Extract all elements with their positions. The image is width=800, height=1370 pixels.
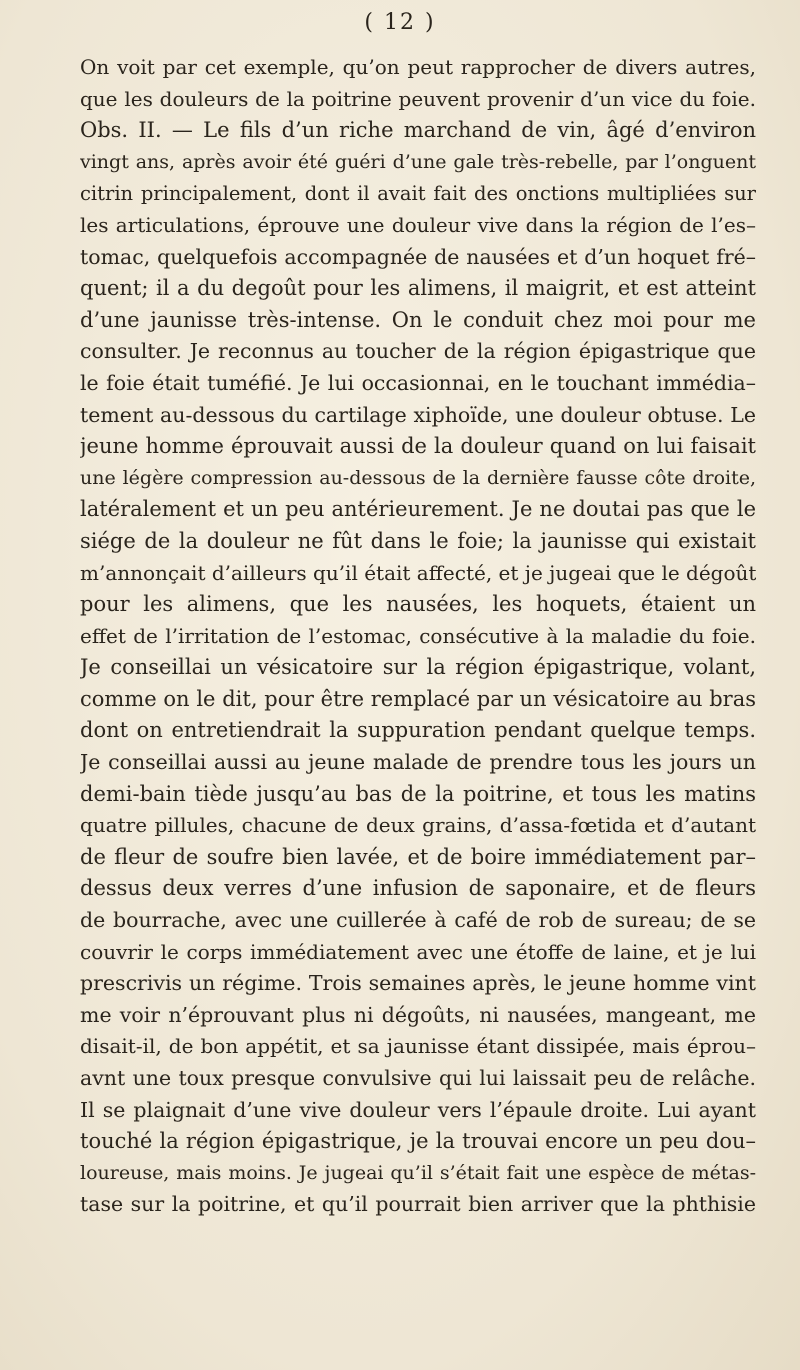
page-number: ( 12 ) bbox=[364, 10, 436, 35]
text-line: couvrir le corps immédiatement avec une étoffe de laine, et je lui bbox=[80, 939, 756, 964]
text-line: tomac, quelquefois accompagnée de nausées et d’un hoquet fré– bbox=[80, 244, 756, 269]
text-line: m’annonçait d’ailleurs qu’il était affecté, et je jugeai que le dégoût bbox=[80, 560, 756, 585]
text-line: disait-il, de bon appétit, et sa jaunisse étant dissipée, mais éprou– bbox=[80, 1034, 756, 1059]
text-line: quatre pillules, chacune de deux grains, d’assa-fœtida et d’autant bbox=[80, 813, 756, 838]
text-line: demi-bain tiède jusqu’au bas de la poitrine, et tous les matins bbox=[80, 781, 756, 806]
text-line: dessus deux verres d’une infusion de saponaire, et de fleurs bbox=[80, 876, 756, 901]
text-line: pour les alimens, que les nausées, les hoquets, étaient un bbox=[80, 592, 756, 617]
text-line: consulter. Je reconnus au toucher de la région épigastrique que bbox=[80, 339, 756, 364]
text-line: citrin principalement, dont il avait fait des onctions multipliées sur bbox=[80, 182, 756, 206]
text-line: de fleur de soufre bien lavée, et de boire immédiatement par– bbox=[80, 844, 756, 869]
text-line: tement au-dessous du cartilage xiphoïde, une douleur obtuse. Le bbox=[80, 402, 756, 427]
text-line: Il se plaignait d’une vive douleur vers l’épaule droite. Lui ayant bbox=[80, 1097, 756, 1122]
text-line: touché la région épigastrique, je la trouvai encore un peu dou– bbox=[80, 1129, 756, 1154]
text-line: On voit par cet exemple, qu’on peut rapprocher de divers autres, bbox=[80, 55, 756, 79]
text-line: me voir n’éprouvant plus ni dégoûts, ni nausées, mangeant, me bbox=[80, 1002, 756, 1027]
text-line: tase sur la poitrine, et qu’il pourrait bien arriver que la phthisie bbox=[80, 1192, 756, 1217]
text-line: siége de la douleur ne fût dans le foie; la jaunisse qui existait bbox=[80, 528, 756, 553]
text-line: d’une jaunisse très-intense. On le conduit chez moi pour me bbox=[80, 307, 756, 332]
text-line: dont on entretiendrait la suppuration pendant quelque temps. bbox=[80, 718, 756, 743]
text-line: de bourrache, avec une cuillerée à café de rob de sureau; de se bbox=[80, 908, 756, 933]
text-line: prescrivis un régime. Trois semaines après, le jeune homme vint bbox=[80, 971, 756, 996]
text-line: comme on le dit, pour être remplacé par un vésicatoire au bras bbox=[80, 686, 756, 711]
text-line: avnt une toux presque convulsive qui lui laissait peu de relâche. bbox=[80, 1066, 756, 1090]
text-line: Obs. II. — Le fils d’un riche marchand de vin, âgé d’environ bbox=[80, 118, 756, 143]
text-line: jeune homme éprouvait aussi de la douleur quand on lui faisait bbox=[80, 434, 756, 459]
text-line: Je conseillai aussi au jeune malade de prendre tous les jours un bbox=[80, 750, 756, 775]
body-text bbox=[80, 52, 756, 1221]
text-line: latéralement et un peu antérieurement. Je ne doutai pas que le bbox=[80, 497, 756, 522]
text-line: loureuse, mais moins. Je jugeai qu’il s’était fait une espèce de métas- bbox=[80, 1161, 756, 1184]
text-line: quent; il a du degoût pour les alimens, il maigrit, et est atteint bbox=[80, 276, 756, 301]
text-line: les articulations, éprouve une douleur vive dans la région de l’es– bbox=[80, 212, 756, 237]
text-line: le foie était tuméfié. Je lui occasionnai, en le touchant immédia– bbox=[80, 370, 756, 395]
text-line: effet de l’irritation de l’estomac, consécutive à la maladie du foie. bbox=[80, 623, 756, 648]
text-line: une légère compression au-dessous de la dernière fausse côte droite, bbox=[80, 466, 756, 489]
text-line: Je conseillai un vésicatoire sur la région épigastrique, volant, bbox=[80, 655, 756, 680]
text-line: vingt ans, après avoir été guéri d’une gale très-rebelle, par l’onguent bbox=[80, 150, 756, 173]
text-line: que les douleurs de la poitrine peuvent provenir d’un vice du foie. bbox=[80, 86, 756, 111]
